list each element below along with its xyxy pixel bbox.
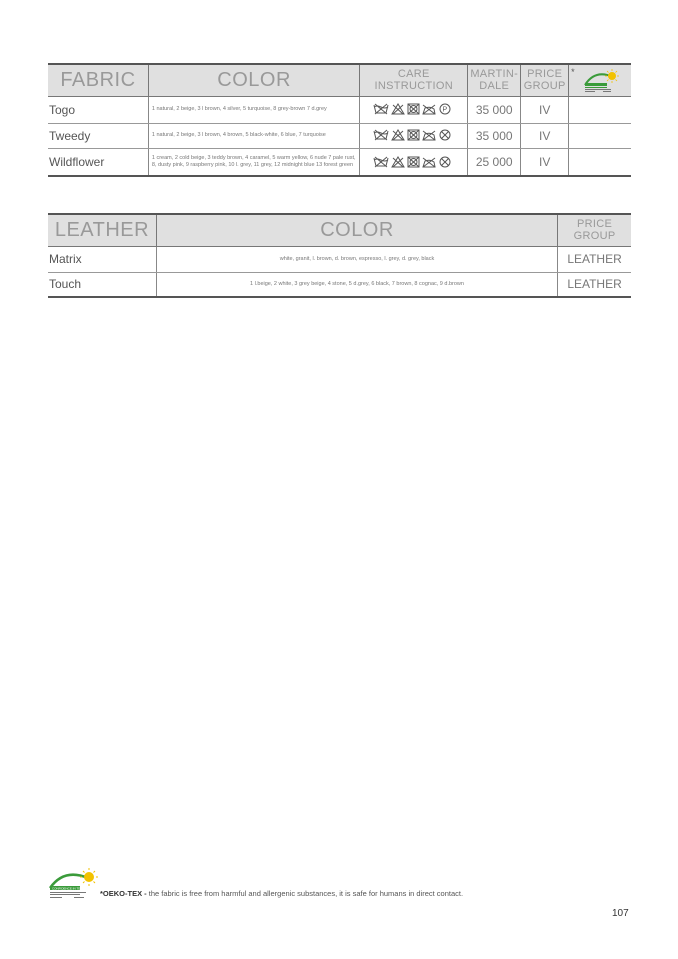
martindale-value: 35 000 bbox=[468, 123, 521, 148]
leather-price-group: LEATHER bbox=[558, 246, 631, 272]
leather-name: Matrix bbox=[48, 246, 156, 272]
price-group-value: IV bbox=[521, 148, 569, 176]
color-column-header: COLOR bbox=[148, 64, 359, 96]
leather-price-group: LEATHER bbox=[558, 272, 631, 297]
oeko-tex-logo-icon bbox=[583, 67, 619, 95]
martindale-value: 35 000 bbox=[468, 96, 521, 123]
oeko-logo-text: CONFIDENCE IN TEXTILES bbox=[52, 886, 91, 891]
oeko-cell bbox=[569, 148, 631, 176]
care-symbols-icon bbox=[373, 102, 455, 116]
oeko-cell bbox=[569, 123, 631, 148]
svg-text:P: P bbox=[442, 106, 447, 114]
fabric-colors: 1 cream, 2 cold beige, 3 teddy brown, 4 caramel, 5 warm yellow, 6 nude 7 pale rust, 8, dusty pink, 9 raspberry pink, 10 l. grey, 11 grey, 12 midnight blue 13 forest green bbox=[148, 148, 359, 176]
price-group-value: IV bbox=[521, 96, 569, 123]
leather-price-header-line2: GROUP bbox=[573, 230, 616, 243]
price-group-column-header bbox=[521, 64, 569, 96]
leather-colors: 1 l.beige, 2 white, 3 grey beige, 4 stone, 5 d.grey, 6 black, 7 brown, 8 cognac, 9 d.brown bbox=[156, 272, 557, 297]
price-header-line2: GROUP bbox=[523, 80, 566, 93]
care-header-line1: CARE bbox=[397, 68, 430, 81]
martindale-header-line2: DALE bbox=[479, 80, 510, 93]
oeko-tex-note-label: *OEKO-TEX - bbox=[100, 889, 147, 898]
table-row bbox=[48, 148, 631, 176]
table-row bbox=[48, 123, 631, 148]
table-row bbox=[48, 246, 631, 272]
fabric-name: Tweedy bbox=[48, 123, 148, 148]
price-group-value: IV bbox=[521, 123, 569, 148]
care-instruction-cell bbox=[360, 123, 468, 148]
leather-table bbox=[48, 213, 631, 298]
fabric-column-header: FABRIC bbox=[48, 64, 148, 96]
care-header-line2: INSTRUCTION bbox=[374, 80, 454, 93]
fabric-colors: 1 natural, 2 beige, 3 l brown, 4 brown, 5 black-white, 6 blue, 7 turquoise bbox=[148, 123, 359, 148]
oeko-tex-note-text: the fabric is free from harmful and allergenic substances, it is safe for humans in direct contact. bbox=[146, 889, 464, 898]
leather-column-header: LEATHER bbox=[48, 214, 156, 246]
fabric-name: Togo bbox=[48, 96, 148, 123]
fabric-header-row bbox=[48, 64, 631, 96]
fabric-table bbox=[48, 63, 631, 177]
martindale-column-header bbox=[468, 64, 521, 96]
leather-price-header-line1: PRICE bbox=[576, 218, 613, 231]
oeko-asterisk: * bbox=[571, 67, 575, 77]
fabric-colors: 1 natural, 2 beige, 3 l brown, 4 silver, 5 turquoise, 8 grey-brown 7 d.grey bbox=[148, 96, 359, 123]
oeko-tex-note bbox=[100, 889, 463, 898]
leather-header-row bbox=[48, 214, 631, 246]
care-instruction-cell bbox=[360, 148, 468, 176]
care-symbols-icon bbox=[373, 128, 455, 142]
leather-colors: white, granit, l. brown, d. brown, espresso, l. grey, d. grey, black bbox=[156, 246, 557, 272]
leather-color-column-header: COLOR bbox=[156, 214, 557, 246]
care-column-header bbox=[360, 64, 468, 96]
care-symbols-icon bbox=[373, 155, 455, 169]
price-header-line1: PRICE bbox=[527, 68, 563, 81]
martindale-header-line1: MARTIN- bbox=[470, 68, 519, 81]
leather-name: Touch bbox=[49, 277, 82, 292]
page-number: 107 bbox=[612, 908, 629, 919]
oeko-column-header bbox=[569, 64, 631, 96]
oeko-cell bbox=[569, 96, 631, 123]
table-row bbox=[48, 96, 631, 123]
oeko-tex-footer-logo-icon bbox=[48, 866, 100, 902]
table-row bbox=[48, 272, 631, 297]
martindale-value: 25 000 bbox=[468, 148, 521, 176]
care-instruction-cell bbox=[360, 96, 468, 123]
fabric-name: Wildflower bbox=[49, 154, 105, 169]
leather-price-column-header bbox=[558, 214, 631, 246]
